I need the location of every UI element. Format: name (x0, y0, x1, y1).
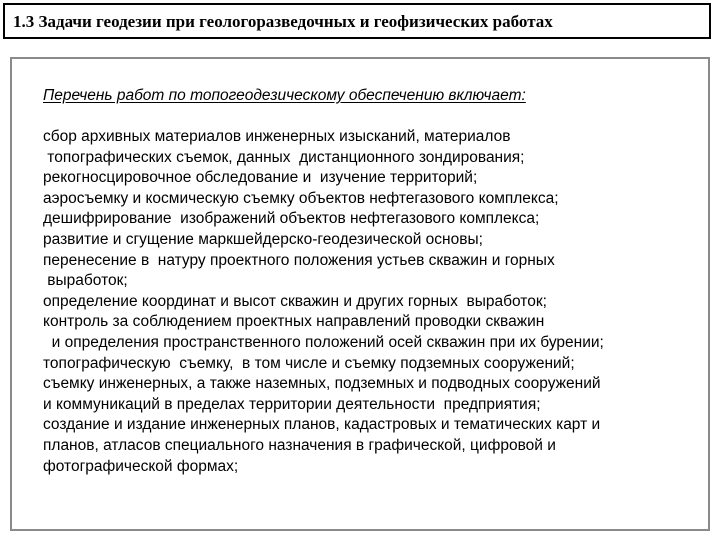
title-bar (3, 3, 711, 39)
list-line: фотографической формах; (43, 457, 239, 475)
list-line: определение координат и высот скважин и других горных выработок; (43, 292, 547, 310)
list-line: контроль за соблюдением проектных направлений проводки скважин (43, 313, 545, 331)
list-line: дешифрирование изображений объектов нефтегазового комплекса; (43, 210, 540, 228)
work-list (43, 127, 604, 477)
list-line: перенесение в натуру проектного положения устьев скважин и горных (43, 251, 555, 269)
intro-heading: Перечень работ по топогеодезическому обеспечению включает: (43, 87, 526, 104)
list-line: выработок; (43, 272, 128, 290)
list-line: топографических съемок, данных дистанционного зондирования; (43, 148, 525, 166)
list-line: сбор архивных материалов инженерных изысканий, материалов (43, 128, 511, 145)
list-line: развитие и сгущение маркшейдерско-геодезической основы; (43, 230, 483, 248)
content-panel (10, 57, 710, 531)
list-line: съемку инженерных, а также наземных, подземных и подводных сооружений (43, 375, 601, 393)
slide-title: 1.3 Задачи геодезии при геологоразведочных и геофизических работах (13, 12, 553, 31)
list-line: топографическую съемку, в том числе и съемку подземных сооружений; (43, 354, 575, 372)
list-line: аэросъемку и космическую съемку объектов нефтегазового комплекса; (43, 189, 559, 207)
list-line: создание и издание инженерных планов, кадастровых и тематических карт и (43, 416, 601, 434)
list-line: и коммуникаций в пределах территории деятельности предприятия; (43, 395, 541, 413)
list-line: рекогносцировочное обследование и изучение территорий; (43, 169, 478, 187)
list-line: планов, атласов специального назначения в графической, цифровой и (43, 436, 556, 454)
list-line: и определения пространственного положений осей скважин при их бурении; (43, 333, 604, 351)
